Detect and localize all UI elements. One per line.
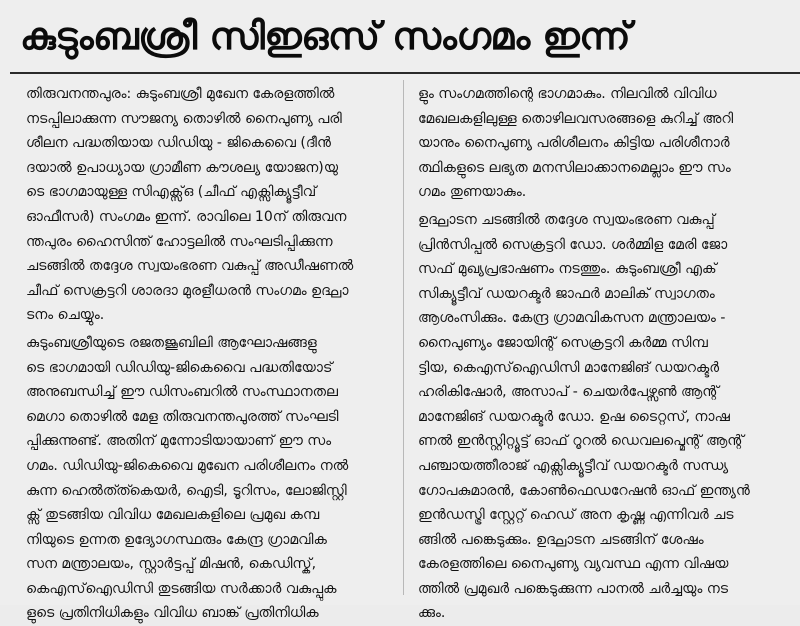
text-line: ടെ ഭാഗമായി ഡിഡിയു-ജികെവൈ പദ്ധതിയോട് [26,359,333,376]
text-line: മേഖലകളിലുള്ള തൊഴിലവസരങ്ങളെ കുറിച്ച് അറി [418,110,734,127]
paragraph-right-1 [418,82,796,205]
text-line: നിയുടെ ഉന്നത ഉദ്യോഗസ്ഥരും കേന്ദ്ര ഗ്രാമവിക [26,531,327,548]
text-line: തിരുവനന്തപുരം: കുടുംബശ്രീ മുഖേന കേരളത്തിൽ [26,86,335,102]
text-line: ഗമം തുണയാകും. [418,184,527,201]
text-line: സന മന്ത്രാലയം, സ്റ്റാർട്ടപ്പ് മിഷൻ, കെഡിസ്ക്, [26,556,317,573]
text-line: സിക്യൂട്ടീവ് ഡയറക്ടർ ജാഫർ മാലിക് സ്വാഗതം [418,285,715,302]
text-line: ട്ടിയ, കെഎസ്ഐഡിസി മാനേജിങ് ഡയറക്ടർ [418,359,720,376]
text-line: നടപ്പിലാക്കുന്ന സൗജന്യ തൊഴിൽ നൈപുണ്യ പരി [26,110,342,127]
article-column-right [418,82,796,626]
text-line: യാനും നൈപുണ്യ പരിശീലനം കിട്ടിയ പരിശീനാർ [418,135,730,152]
article-column-left [26,82,404,626]
headline-rule [10,72,800,74]
text-line: മെഗാ തൊഴിൽ മേള തിരുവനന്തപുരത്ത് സംഘടി [26,408,339,425]
text-line: ചടങ്ങിൽ തദ്ദേശ സ്വയംഭരണ വകുപ്പ് അഡീഷണൽ [26,258,354,275]
text-line: നൈപുണ്യം ജോയിന്റ് സെക്രട്ടറി കർമ്മ സിമ്പ [418,334,708,351]
text-line: ഇൻഡസ്ട്രി സ്റ്റേറ്റ് ഹെഡ് അന കൃഷ്ണ എന്നിവർ ചട [418,507,734,524]
text-line: ന്തപുരം ഹൈസിന്ത് ഹോട്ടലിൽ സംഘടിപ്പിക്കുന്ന [26,233,333,250]
text-line: കുന്ന ഹെൽത്ത്കെയർ, ഐടി, ടൂറിസം, ലോജിസ്റ്റി [26,482,347,499]
text-line: ളുടെ പ്രതിനിധികളും വിവിധ ബാങ്ക് പ്രതിനിധിക [26,605,319,622]
text-line: കുടുംബശ്രീയുടെ രജതജൂബിലി ആഘോഷങ്ങളു [26,334,317,351]
paragraph-left-1 [26,82,404,328]
text-line: ളും സംഗമത്തിന്റെ ഭാഗമാകും. നിലവിൽ വിവിധ [418,86,717,102]
text-line: ചീഫ് സെക്രട്ടറി ശാരദാ മുരളീധരൻ സംഗമം ഉദ്ഘാ [26,282,349,299]
column-divider [403,80,404,595]
text-line: ഓഫീസർ) സംഗമം ഇന്ന്. രാവിലെ 10ന് തിരുവന [26,208,347,225]
text-line: ടനം ചെയ്യും. [26,307,105,324]
text-line: ത്ഥികളുടെ ലഭ്യത മനസിലാക്കാനമെല്ലാം ഈ സം [418,159,731,176]
text-line: ഗമം. ഡിഡിയു-ജികെവൈ മുഖേന പരിശീലനം നൽ [26,457,349,474]
text-line: ഗോപകുമാരൻ, കോൺഫെഡറേഷൻ ഓഫ് ഇന്ത്യൻ [418,482,750,499]
text-line: ത്തിൽ പ്രമുഖർ പങ്കെടുക്കുന്ന പാനൽ ചർച്ചയും നട [418,580,729,597]
article-headline: കുടുംബശ്രീ സിഇഒസ് സംഗമം ഇന്ന് [20,14,631,58]
text-line: കെഎസ്ഐഡിസി തുടങ്ങിയ സർക്കാർ വകുപ്പുക [26,580,337,597]
text-line: ക്കും. [418,605,446,622]
text-line: ക്സ് തുടങ്ങിയ വിവിധ മേഖലകളിലെ പ്രമുഖ കമ്പ [26,507,320,524]
text-line: ഉദ്ഘാടന ചടങ്ങിൽ തദ്ദേശ സ്വയംഭരണ വകുപ്പ് [418,211,715,228]
text-line: ദയാൽ ഉപാധ്യായ ഗ്രാമീണ കൗശല്യ യോജന)യു [26,159,339,176]
paragraph-right-2 [418,208,796,626]
text-line: ടെ ഭാഗമായുള്ള സിഎക്സ്ഒ (ചീഫ് എക്സിക്യൂട്ടീവ് [26,184,317,201]
text-line: ശീലന പദ്ധതിയായ ഡിഡിയു - ജികെവൈ (ദീൻ [26,135,331,152]
text-line: അനുബന്ധിച്ച് ഈ ഡിസംബറിൽ സംസ്ഥാനതല [26,384,338,401]
text-line: ഹരികിഷോർ, അസാപ് - ചെയർപേഴ്സൺ ആന്റ് [418,384,719,401]
text-line: ആശംസിക്കും. കേന്ദ്ര ഗ്രാമവികസന മന്ത്രാലയം - [418,310,726,327]
text-line: സഫ് മുഖ്യപ്രഭാഷണം നടത്തും. കുടുംബശ്രീ എക് [418,261,717,278]
text-line: ങ്ങിൽ പങ്കെടുക്കും. ഉദ്ഘാടന ചടങ്ങിന് ശേഷം [418,531,704,548]
text-line: പ്രിൻസിപ്പൽ സെക്രട്ടറി ഡോ. ശർമ്മിള മേരി ജോ [418,236,728,253]
text-line: മാനേജിങ് ഡയറക്ടർ ഡോ. ഉഷ ടൈറ്റസ്, നാഷ [418,408,730,425]
text-line: ണൽ ഇൻസ്റ്റിറ്റ്യൂട്ട് ഓഫ് റൂറൽ ഡെവലപ്മെന്റ് ആന്റ് [418,433,744,450]
text-line: പ്പിക്കുന്നുണ്ട്. അതിന് മുന്നോടിയായാണ് ഈ സം [26,433,332,450]
text-line: പഞ്ചായത്തീരാജ് എക്സിക്യൂട്ടീവ് ഡയറക്ടർ സന്ധ്യ [418,457,729,474]
text-line: കേരളത്തിലെ നൈപുണ്യ വ്യവസ്ഥ എന്ന വിഷയ [418,556,729,573]
paragraph-left-2 [26,331,404,626]
